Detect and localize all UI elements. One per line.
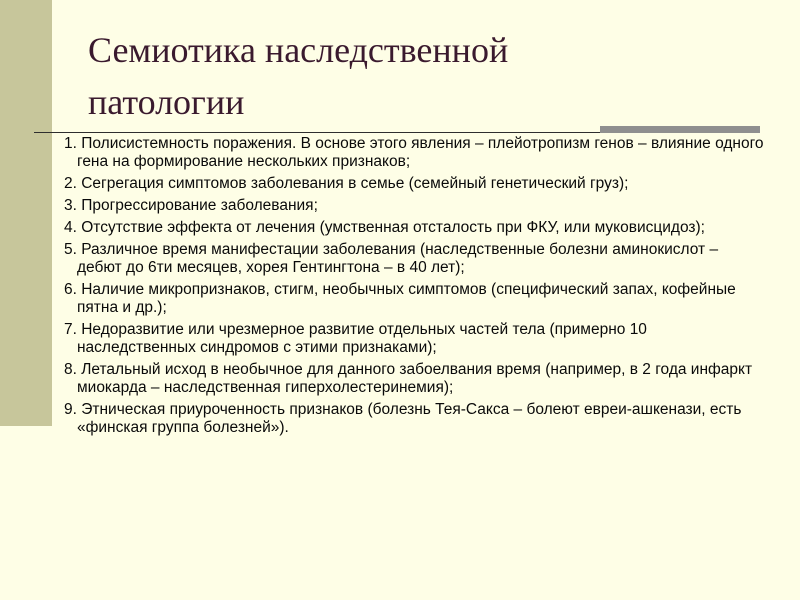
- slide-title: [88, 24, 728, 128]
- slide-title-line-1: Семиотика наследственной: [88, 30, 509, 70]
- list-item-4: 4. Отсутствие эффекта от лечения (умственная отсталость при ФКУ, или муковисцидоз);: [64, 219, 705, 236]
- list-item-2: 2. Сегрегация симптомов заболевания в семье (семейный генетический груз);: [64, 175, 629, 192]
- decorative-side-bar: [0, 0, 52, 426]
- title-divider-accent: [600, 126, 760, 133]
- list-item-8: 8. Летальный исход в необычное для данного забоелвания время (например, в 2 года инфаркт миокарда – наследственная гиперхолестеринемия);: [64, 361, 753, 396]
- semiotics-list: [64, 135, 764, 441]
- list-item-7: 7. Недоразвитие или чрезмерное развитие отдельных частей тела (примерно 10 наследственных синдромов с этими признаками);: [64, 321, 647, 356]
- list-item-3: 3. Прогрессирование заболевания;: [64, 197, 318, 214]
- list-item-9: 9. Этническая приуроченность признаков (болезнь Тея-Сакса – болеют евреи-ашкенази, есть «финская группа болезней»).: [64, 401, 742, 436]
- list-item-5: 5. Различное время манифестации заболевания (наследственные болезни аминокислот – дебют до 6ти месяцев, хорея Гентингтона – в 40 лет);: [64, 241, 719, 276]
- slide-title-line-2: патологии: [88, 82, 245, 122]
- list-item-6: 6. Наличие микропризнаков, стигм, необычных симптомов (специфический запах, кофейные пятна и др.);: [64, 281, 736, 316]
- list-item-1: 1. Полисистемность поражения. В основе этого явления – плейотропизм генов – влияние одного гена на формирование нескольких признаков;: [64, 135, 764, 170]
